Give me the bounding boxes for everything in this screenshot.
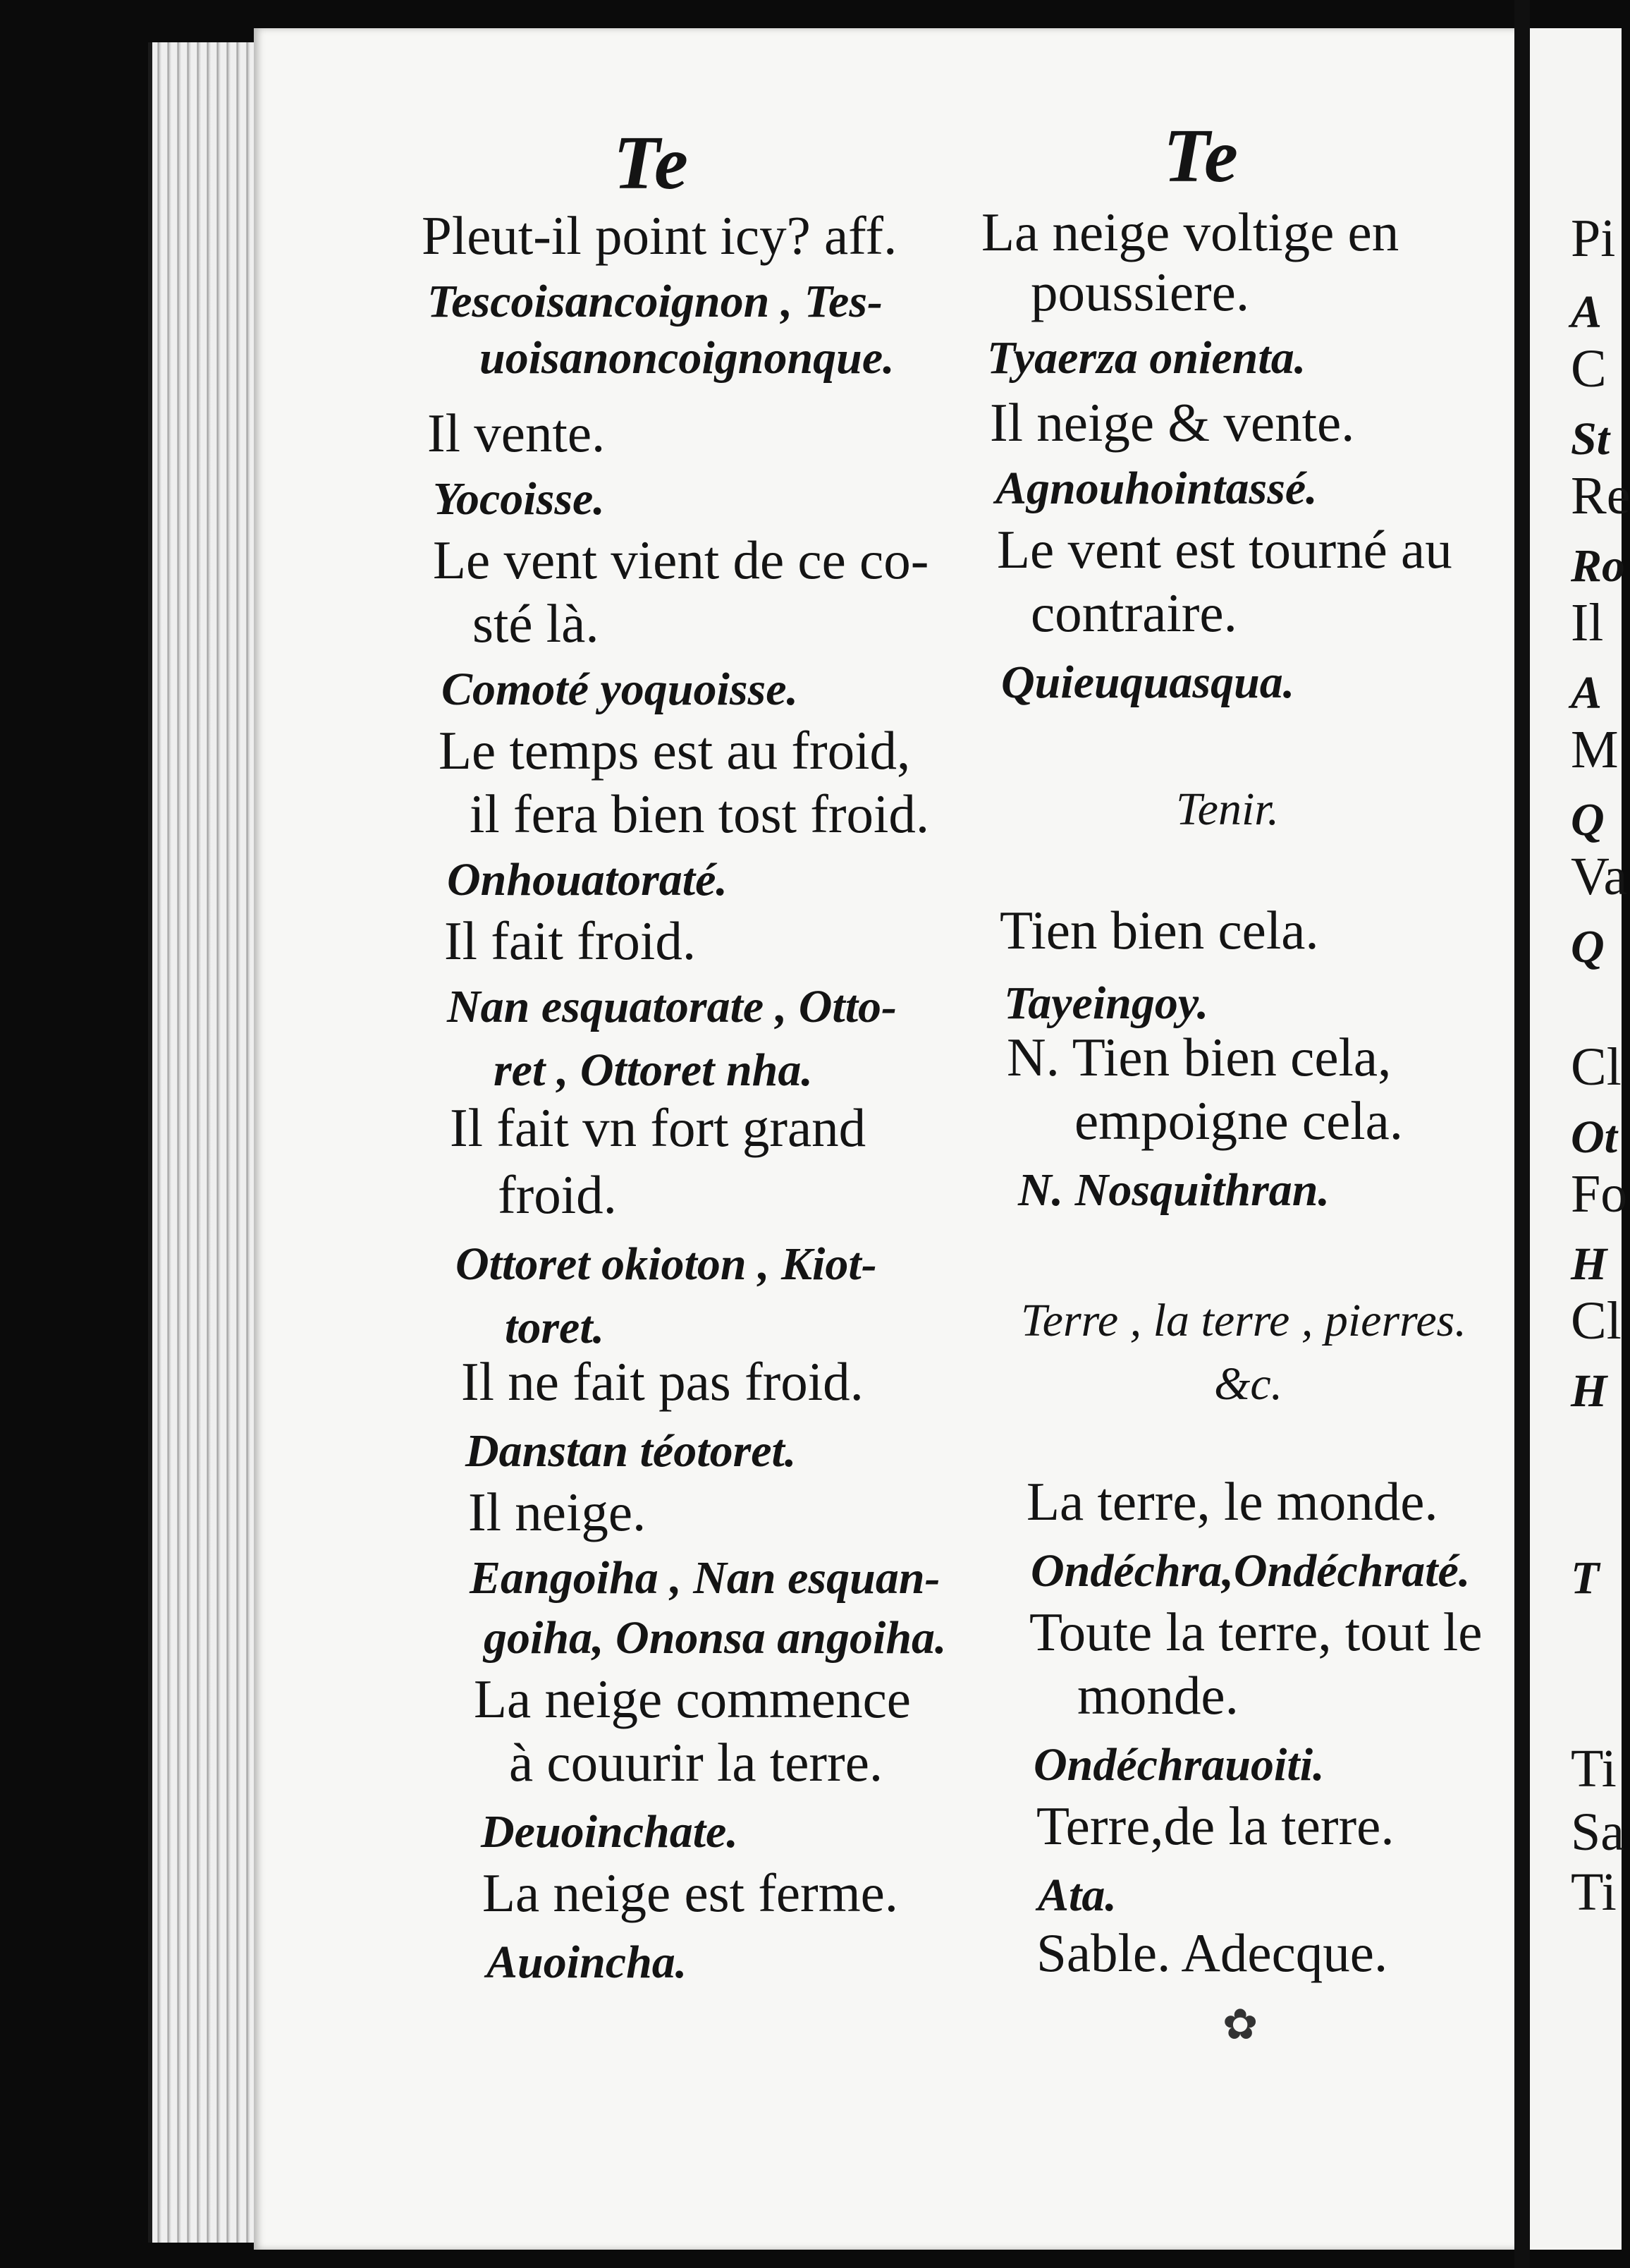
right-line-7: contraire. <box>1031 583 1237 643</box>
edge-line: Il <box>1571 593 1604 652</box>
right-line-10: Tien bien cela. <box>1000 900 1319 961</box>
left-line-25: à couurir la terre. <box>509 1732 883 1793</box>
left-line-20: Danstan téotoret. <box>465 1425 797 1477</box>
left-line-15: Il fait vn fort grand <box>450 1097 866 1158</box>
right-line-13: empoigne cela. <box>1074 1090 1404 1151</box>
left-line-12: Il fait froid. <box>444 910 697 971</box>
edge-line: St <box>1571 413 1610 465</box>
edge-line: Fo <box>1571 1164 1628 1224</box>
left-line-3: uoisanoncoignonque. <box>479 332 895 384</box>
book-gutter <box>1514 0 1530 2268</box>
left-line-8: Comoté yoquoisse. <box>441 664 798 715</box>
left-line-23: goiha, Ononsa angoiha. <box>484 1612 947 1664</box>
left-line-19: Il ne fait pas froid. <box>461 1351 864 1412</box>
edge-line: Ot <box>1571 1111 1617 1163</box>
edge-line: Q <box>1571 794 1605 846</box>
left-line-18: toret. <box>505 1302 605 1353</box>
right-line-4: Il neige & vente. <box>990 392 1355 453</box>
right-line-1: La neige voltige en <box>981 202 1399 262</box>
right-line-17: La terre, le monde. <box>1027 1471 1438 1532</box>
right-line-22: Terre,de la terre. <box>1036 1796 1395 1856</box>
right-line-24: Sable. Adecque. <box>1036 1922 1388 1983</box>
left-line-13: Nan esquatorate , Otto- <box>447 981 897 1032</box>
edge-line: M <box>1571 720 1619 779</box>
edge-line: Ro <box>1571 540 1626 592</box>
left-line-14: ret , Ottoret nha. <box>494 1044 813 1096</box>
edge-line: Ti <box>1571 1739 1617 1798</box>
right-line-11: Tayeingoy. <box>1004 977 1209 1029</box>
left-line-7: sté là. <box>472 593 599 654</box>
right-line-18: Ondéchra,Ondéchraté. <box>1031 1545 1471 1597</box>
edge-line: Q <box>1571 921 1605 973</box>
ornament-icon: ✿ <box>1222 2000 1258 2049</box>
left-line-4: Il vente. <box>427 403 606 463</box>
edge-line: T <box>1571 1552 1600 1604</box>
right-line-21: Ondéchrauoiti. <box>1034 1739 1325 1791</box>
edge-line: Sa <box>1571 1803 1624 1862</box>
right-section-tenir: Tenir. <box>1176 784 1280 835</box>
left-line-9: Le temps est au froid, <box>439 720 911 781</box>
edge-line: Ti <box>1571 1862 1617 1922</box>
left-line-6: Le vent vient de ce co- <box>433 530 929 590</box>
right-section-terre-cont: &c. <box>1214 1358 1283 1410</box>
edge-line: Va <box>1571 847 1628 906</box>
edge-line: Re <box>1571 466 1630 525</box>
right-column-header: Te <box>1163 114 1239 198</box>
left-line-2: Tescoisancoignon , Tes- <box>427 276 883 327</box>
right-line-12: N. Tien bien cela, <box>1007 1027 1392 1087</box>
right-line-23: Ata. <box>1038 1870 1117 1921</box>
left-line-21: Il neige. <box>468 1482 647 1542</box>
left-line-5: Yocoisse. <box>433 473 605 525</box>
left-line-28: Auoincha. <box>486 1937 687 1988</box>
right-line-6: Le vent est tourné au <box>997 519 1452 580</box>
left-line-11: Onhouatoraté. <box>447 854 728 906</box>
right-line-19: Toute la terre, tout le <box>1029 1602 1483 1662</box>
right-line-8: Quieuquasqua. <box>1001 657 1295 708</box>
right-line-20: monde. <box>1077 1665 1239 1726</box>
right-line-14: N. Nosquithran. <box>1018 1164 1330 1216</box>
right-line-3: Tyaerza onienta. <box>987 332 1306 384</box>
left-column-header: Te <box>613 121 690 205</box>
left-line-1: Pleut-il point icy? aff. <box>422 205 897 266</box>
edge-line: Cl <box>1571 1291 1622 1351</box>
edge-line: H <box>1571 1365 1607 1417</box>
right-section-terre: Terre , la terre , pierres. <box>1021 1295 1466 1346</box>
edge-line: Cl <box>1571 1037 1622 1097</box>
edge-line: Pi <box>1571 209 1616 268</box>
left-line-24: La neige commence <box>474 1669 911 1729</box>
right-line-5: Agnouhointassé. <box>995 463 1318 514</box>
edge-line: A <box>1571 667 1603 719</box>
edge-line: C <box>1571 339 1607 398</box>
left-line-10: il fera bien tost froid. <box>470 784 930 844</box>
edge-line: H <box>1571 1238 1607 1290</box>
left-line-22: Eangoiha , Nan esquan- <box>470 1552 940 1604</box>
right-line-2: poussiere. <box>1031 262 1250 322</box>
edge-line: A <box>1571 286 1603 338</box>
left-line-16: froid. <box>498 1164 617 1225</box>
left-line-27: La neige est ferme. <box>482 1862 899 1923</box>
left-line-17: Ottoret okioton , Kiot- <box>455 1238 877 1290</box>
left-line-26: Deuoinchate. <box>481 1806 738 1858</box>
